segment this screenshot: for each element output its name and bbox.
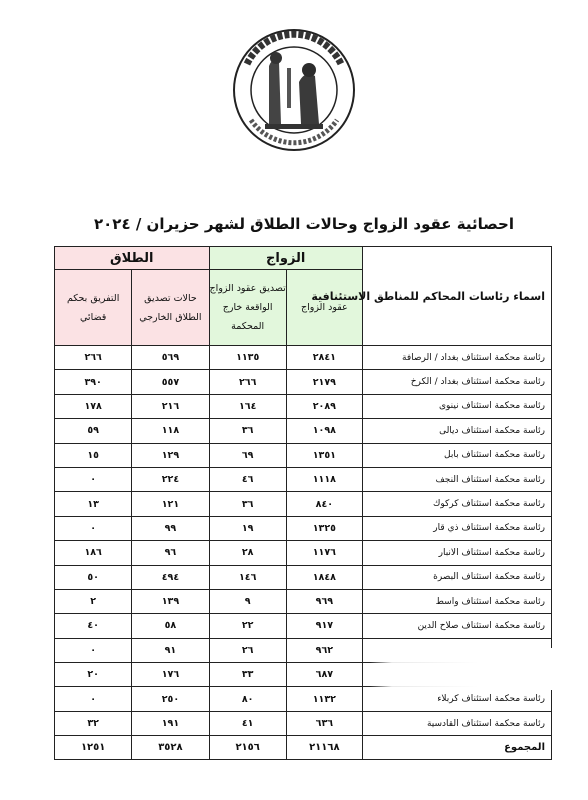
value-cell-marriage: ٩١٧ [286, 614, 362, 638]
value-cell-divorce-external: ٥٥٧ [132, 370, 209, 394]
value-cell-divorce-external: ١٩١ [132, 711, 209, 735]
value-cell-marriage: ٢٨٤١ [286, 346, 362, 370]
table-row [55, 394, 552, 418]
value-cell-ratification: ١٦٤ [209, 394, 286, 418]
value-cell-divorce-external: ٩١ [132, 638, 209, 662]
value-cell-ratification: ٣٦ [209, 419, 286, 443]
value-cell-marriage: ١١١٨ [286, 467, 362, 491]
total-row [55, 736, 552, 760]
value-cell-separation: ١٣ [55, 492, 132, 516]
value-cell-marriage: ٢٠٨٩ [286, 394, 362, 418]
value-cell-divorce-external: ٥٦٩ [132, 346, 209, 370]
value-cell-separation: ٠ [55, 638, 132, 662]
value-cell-separation: ٣٢ [55, 711, 132, 735]
value-cell-ratification: ١٩ [209, 516, 286, 540]
value-cell-separation: ٥٠ [55, 565, 132, 589]
value-cell-ratification: ٢٦٦ [209, 370, 286, 394]
table-row [55, 443, 552, 467]
table-row [55, 419, 552, 443]
value-cell-separation: ٢ [55, 589, 132, 613]
value-cell-separation: ١٨٦ [55, 541, 132, 565]
total-value-divorce-external: ٣٥٢٨ [132, 736, 209, 760]
value-cell-marriage: ٩٦٩ [286, 589, 362, 613]
value-cell-marriage: ١١٣٢ [286, 687, 362, 711]
court-name-cell: رئاسة محكمة استئناف كركوك [362, 492, 551, 516]
column-header-marriage-contracts: عقود الزواج [286, 270, 362, 346]
value-cell-divorce-external: ٢١٦ [132, 394, 209, 418]
page-title: احصائية عقود الزواج وحالات الطلاق لشهر حزيران / ٢٠٢٤ [94, 215, 514, 233]
value-cell-marriage: ٩٦٢ [286, 638, 362, 662]
value-cell-marriage: ١٠٩٨ [286, 419, 362, 443]
court-name-cell: رئاسة محكمة استئناف بغداد / الكرخ [362, 370, 551, 394]
value-cell-ratification: ٣٣ [209, 663, 286, 687]
value-cell-separation: ٠ [55, 516, 132, 540]
value-cell-separation: ٥٩ [55, 419, 132, 443]
value-cell-ratification: ٩ [209, 589, 286, 613]
total-value-marriage: ٢١١٦٨ [286, 736, 362, 760]
group-header-marriage: الزواج [209, 247, 362, 270]
value-cell-marriage: ٢١٧٩ [286, 370, 362, 394]
column-header-divorce-ratification: حالات تصديق الطلاق الخارجي [132, 270, 209, 346]
value-cell-ratification: ٢٨ [209, 541, 286, 565]
value-cell-separation: ٢٠ [55, 663, 132, 687]
value-cell-divorce-external: ١١٨ [132, 419, 209, 443]
supreme-judicial-council-seal [229, 4, 359, 182]
court-name-cell: رئاسة محكمة استئناف ديالى [362, 419, 551, 443]
value-cell-divorce-external: ٤٩٤ [132, 565, 209, 589]
court-name-cell: رئاسة محكمة استئناف كربلاء [362, 687, 551, 711]
value-cell-ratification: ٨٠ [209, 687, 286, 711]
table-row [55, 516, 552, 540]
value-cell-ratification: ٢٦ [209, 638, 286, 662]
total-value-separation: ١٢٥١ [55, 736, 132, 760]
value-cell-separation: ١٧٨ [55, 394, 132, 418]
value-cell-divorce-external: ١٣٩ [132, 589, 209, 613]
value-cell-divorce-external: ٢٥٠ [132, 687, 209, 711]
column-header-court-names: اسماء رئاسات المحاكم للمناطق الاستئنافية [362, 247, 551, 346]
value-cell-separation: ٢٦٦ [55, 346, 132, 370]
obscured-area [370, 648, 552, 690]
court-name-cell: رئاسة محكمة استئناف القادسية [362, 711, 551, 735]
court-name-cell: رئاسة محكمة استئناف البصرة [362, 565, 551, 589]
value-cell-divorce-external: ٩٩ [132, 516, 209, 540]
value-cell-divorce-external: ٥٨ [132, 614, 209, 638]
value-cell-marriage: ١٣٥١ [286, 443, 362, 467]
value-cell-divorce-external: ٩٦ [132, 541, 209, 565]
value-cell-separation: ٠ [55, 687, 132, 711]
value-cell-ratification: ٢٢ [209, 614, 286, 638]
value-cell-ratification: ٣٦ [209, 492, 286, 516]
value-cell-separation: ٣٩٠ [55, 370, 132, 394]
value-cell-divorce-external: ١٢٩ [132, 443, 209, 467]
court-name-cell: رئاسة محكمة استئناف الانبار [362, 541, 551, 565]
table-row [55, 467, 552, 491]
table-row [55, 541, 552, 565]
value-cell-ratification: ٤٦ [209, 467, 286, 491]
value-cell-marriage: ٨٤٠ [286, 492, 362, 516]
table-row [55, 346, 552, 370]
value-cell-divorce-external: ١٧٦ [132, 663, 209, 687]
value-cell-ratification: ٤١ [209, 711, 286, 735]
court-name-cell: رئاسة محكمة استئناف ذي قار [362, 516, 551, 540]
value-cell-marriage: ١٣٢٥ [286, 516, 362, 540]
table-row [55, 370, 552, 394]
table-row [55, 687, 552, 711]
value-cell-ratification: ١١٣٥ [209, 346, 286, 370]
table-row [55, 711, 552, 735]
value-cell-divorce-external: ١٢١ [132, 492, 209, 516]
column-header-marriage-ratification: تصديق عقود الزواج الواقعة خارج المحكمة [209, 270, 286, 346]
court-name-cell: رئاسة محكمة استئناف واسط [362, 589, 551, 613]
value-cell-ratification: ١٤٦ [209, 565, 286, 589]
value-cell-separation: ٠ [55, 467, 132, 491]
value-cell-marriage: ١٨٤٨ [286, 565, 362, 589]
value-cell-divorce-external: ٢٢٤ [132, 467, 209, 491]
value-cell-marriage: ٦٨٧ [286, 663, 362, 687]
court-name-cell: رئاسة محكمة استئناف بغداد / الرصافة [362, 346, 551, 370]
court-name-cell: رئاسة محكمة استئناف صلاح الدين [362, 614, 551, 638]
value-cell-separation: ٤٠ [55, 614, 132, 638]
table-row [55, 614, 552, 638]
table-row [55, 589, 552, 613]
value-cell-marriage: ١١٧٦ [286, 541, 362, 565]
table-row [55, 565, 552, 589]
group-header-divorce: الطلاق [55, 247, 210, 270]
court-name-cell: رئاسة محكمة استئناف بابل [362, 443, 551, 467]
value-cell-ratification: ٦٩ [209, 443, 286, 467]
column-header-judicial-separation: التفريق بحكم قضائي [55, 270, 132, 346]
value-cell-marriage: ٦٣٦ [286, 711, 362, 735]
total-value-ratification: ٢١٥٦ [209, 736, 286, 760]
value-cell-separation: ١٥ [55, 443, 132, 467]
court-name-cell: رئاسة محكمة استئناف النجف [362, 467, 551, 491]
court-name-cell: رئاسة محكمة استئناف نينوى [362, 394, 551, 418]
total-label: المجموع [362, 736, 551, 760]
table-row [55, 492, 552, 516]
